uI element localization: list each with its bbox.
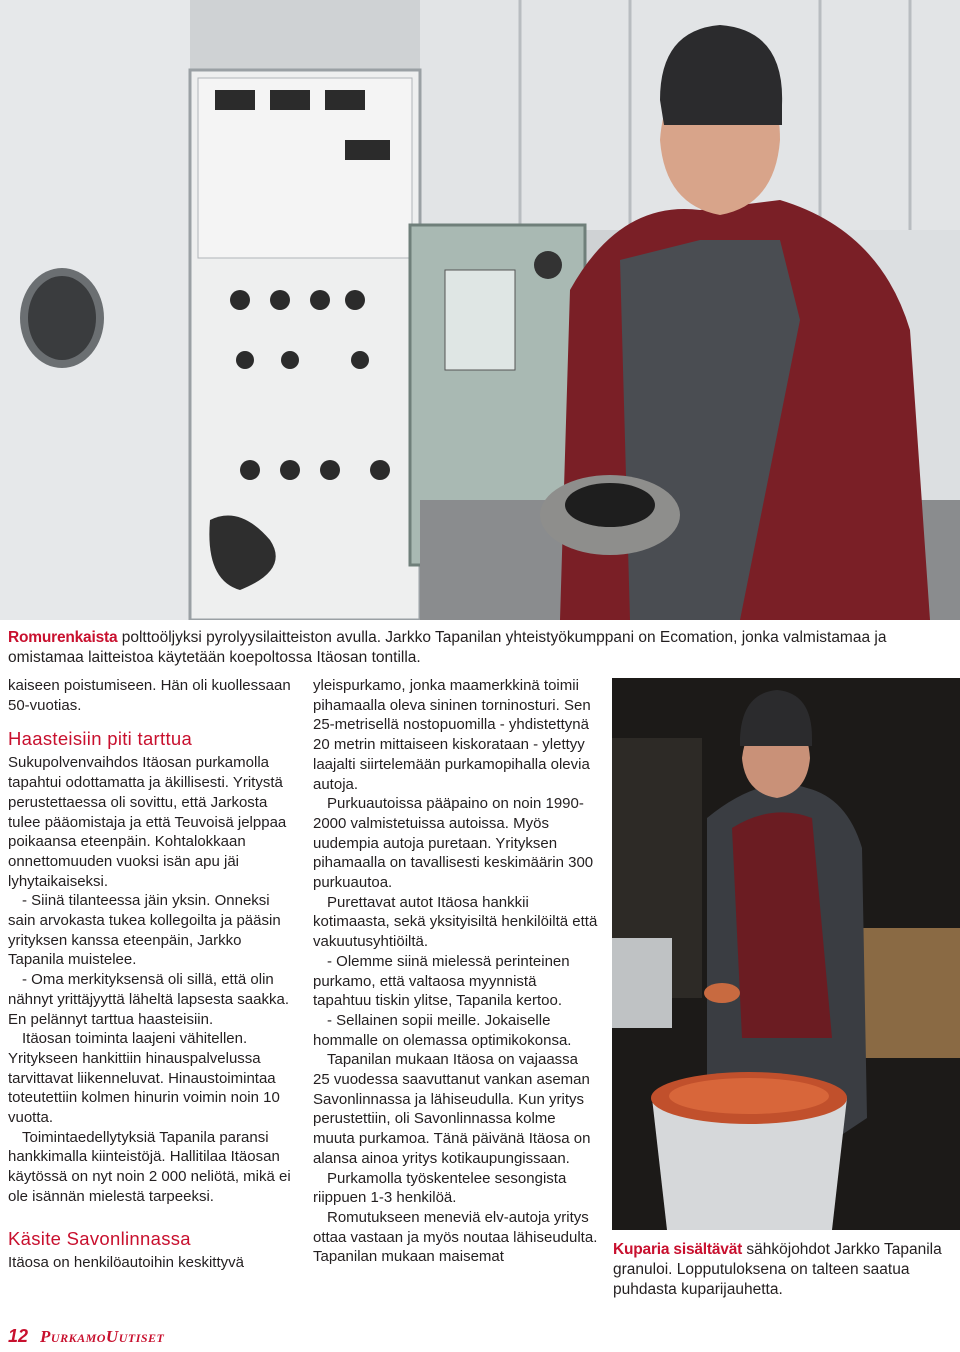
paragraph: Tapanilan mukaan Itäosa on vajaassa 25 vuodessa saavuttanut vankan aseman Savonlinnassa ja lähiseudulla. Kun yritys perustettiin, oli Savonlinnassa kolme muuta purkamoa. Tänä päivänä Itäosa on alansa ainoa yritys kotikaupungissaan. [313, 1051, 591, 1167]
paragraph: kaiseen poistumiseen. Hän oli kuollessaan 50-vuotias. [8, 677, 291, 714]
paragraph: - Siinä tilanteessa jäin yksin. Onneksi sain arvokasta tukea kollegoilta ja pääsin yrityksen kanssa eteenpäin, Jarkko Tapanila muistelee. [8, 892, 281, 969]
article-column-1 [8, 676, 295, 1272]
caption-lead: Romurenkaista [8, 629, 118, 646]
subheading: Haasteisiin piti tarttua [8, 728, 193, 750]
paragraph: Purkamolla työskentelee sesongista riippuen 1-3 henkilöä. [313, 1169, 567, 1207]
paragraph: - Oma merkityksensä oli sillä, että olin nähnyt yrittäjyyttä läheltä lapsesta saakka. En pelännyt tarttua haasteisiin. [8, 971, 289, 1028]
paragraph: Toimintaedellytyksiä Tapanila paransi hankkimalla kiinteistöjä. Hallitilaa Itäosan käytössä on nyt noin 2 000 neliötä, mikä ei ole isännän mielestä tarpeeksi. [8, 1128, 291, 1205]
paragraph: Romutukseen meneviä elv-autoja yritys ottaa vastaan ja myös noutaa lähiseudulta. Tapanilan mukaan maisemat [313, 1208, 598, 1266]
top-photo-illustration [0, 0, 960, 620]
top-photo [0, 0, 960, 620]
bottom-photo-caption [613, 1240, 953, 1300]
paragraph: yleispurkamo, jonka maamerkkinä toimii pihamaalla oleva sininen torninosturi. Sen 25-metrisellä nostopuomilla - yhdistettynä 20 metrin mittaiseen kiskorataan - ylettyy laajalti siirtelemään purkamopihalla olevia autoja. [313, 677, 591, 793]
bottom-photo-illustration [612, 678, 960, 1230]
paragraph: Sukupolvenvaihdos Itäosan purkamolla tapahtui odottamatta ja äkillisesti. Yritystä perustettaessa oli sovittu, että Jarkosta tulee pääomistaja ja että Teuvoisä jelppaa poikaansa eteenpäin. Kohtalokkaan onnettomuuden vuoksi isän apu jäi lyhytaikaiseksi. [8, 754, 287, 890]
paragraph: Purkuautoissa pääpaino on noin 1990-2000 valmistetuissa autoissa. Myös uudempia autoja puretaan. Yrityksen pihamaalla on tavallisesti keskimäärin 300 purkuautoa. [313, 795, 594, 892]
page-footer [8, 1326, 164, 1352]
top-photo-caption [8, 628, 952, 668]
paragraph: - Sellainen sopii meille. Jokaiselle hommalle on olemassa optimikokonsa. [313, 1011, 572, 1049]
magazine-name: PurkamoUutiset [40, 1327, 165, 1346]
paragraph: Itäosan toiminta laajeni vähitellen. Yritykseen hankittiin hinauspalvelussa tarvittavat liikenneluvat. Hinaustoimintaa toteutettiin kolmen hinurin voimin noin 10 vuotta. [8, 1030, 280, 1127]
page-number: 12 [8, 1326, 29, 1346]
subheading: Käsite Savonlinnassa [8, 1227, 191, 1249]
paragraph: Itäosa on henkilöautoihin keskittyvä [8, 1253, 244, 1271]
caption-text: polttoöljyksi pyrolyysilaitteiston avulla. Jarkko Tapanilan yhteistyökumppani on Ecomation, jonka valmistamaa ja omistamaa laitteistoa käytetään koepoltossa Itäosan tontilla. [8, 629, 887, 666]
caption-text: sähköjohdot Jarkko Tapanila granuloi. Lopputuloksena on talteen saatua puhdasta kuparijauhetta. [613, 1241, 942, 1298]
paragraph: - Olemme siinä mielessä perinteinen purkamo, että valtaosa myynnistä tapahtuu tiskin ylitse, Tapanila kertoo. [313, 952, 570, 1010]
caption-lead: Kuparia sisältävät [613, 1241, 743, 1258]
paragraph: Purettavat autot Itäosa hankkii kotimaasta, sekä yksityisiltä henkilöiltä että vakuutusyhtiöiltä. [313, 893, 598, 951]
bottom-photo [612, 678, 960, 1230]
article-column-2 [313, 676, 598, 1267]
